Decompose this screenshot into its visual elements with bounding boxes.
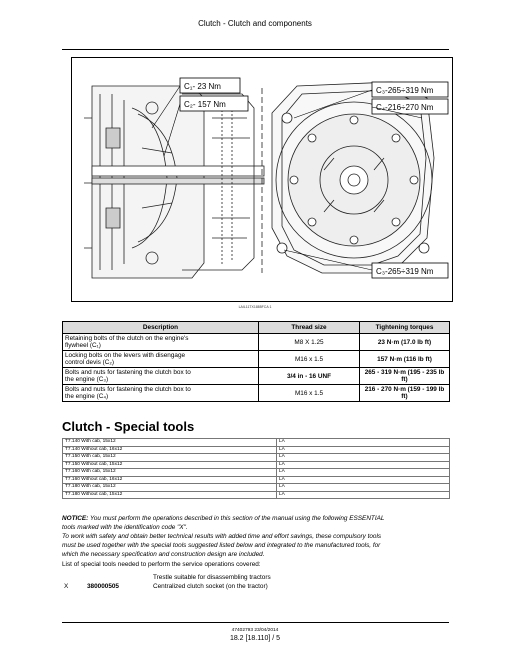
clutch-figure	[71, 57, 453, 302]
tool-essential-mark: X	[64, 583, 69, 590]
clutch-cross-section	[84, 86, 264, 278]
code-cell: LA	[277, 461, 450, 469]
model-cell: T7.180 Without cab, 15x12	[63, 491, 277, 499]
table-row	[63, 476, 450, 484]
notice-paragraph	[62, 514, 452, 559]
desc-line-1: Retaining bolts of the clutch on the engine's	[65, 335, 189, 342]
tools-list-intro: List of special tools needed to perform the service operations covered:	[62, 561, 261, 568]
tool-part-number: 380000505	[87, 583, 119, 590]
desc-line-2: the engine (C₄)	[65, 393, 109, 400]
notice-line-2: tools marked with the identification code "X".	[62, 524, 188, 531]
figure-caption: LAIL11TX1885FCA 1	[238, 305, 272, 309]
table-row	[63, 469, 450, 477]
model-applicability-table	[62, 438, 450, 499]
row-thread: M16 x 1.5	[259, 351, 360, 368]
footer-doc-id: 47402793 23/04/2014	[231, 628, 279, 633]
row-description	[63, 351, 259, 368]
svg-text:C₂- 157 Nm: C₂- 157 Nm	[184, 100, 226, 109]
table-row	[63, 484, 450, 492]
notice-label: NOTICE:	[62, 515, 89, 522]
row-torque: 216 - 270 N·m (159 - 199 lb ft)	[360, 385, 450, 402]
tool-description-2: Centralized clutch socket (on the tractor)	[153, 583, 268, 590]
table-row	[63, 454, 450, 462]
notice-line-1: You must perform the operations described in this section of the manual using the following ESSENTIAL	[88, 515, 385, 522]
row-description	[63, 334, 259, 351]
svg-text:C₁- 23 Nm: C₁- 23 Nm	[184, 82, 221, 91]
code-cell: LA	[277, 484, 450, 492]
row-torque: 23 N·m (17.0 lb ft)	[360, 334, 450, 351]
notice-line-3: To work with safety and obtain better technical results with added time and effort savings, these compulsory tools	[62, 533, 382, 540]
code-cell: LA	[277, 469, 450, 477]
col-thread-size: Thread size	[259, 322, 360, 334]
torque-table-header	[63, 322, 450, 334]
section-title: Clutch - Special tools	[62, 419, 195, 434]
row-thread: M8 X 1.25	[259, 334, 360, 351]
torque-table	[62, 321, 450, 402]
footer-rule	[62, 622, 449, 623]
table-row	[63, 491, 450, 499]
notice-line-4: must be used together with the special tools suggested listed below and integrated to the manufactured tools, for	[62, 542, 381, 549]
table-row	[63, 446, 450, 454]
notice-line-5: which the necessary specification and construction design are included.	[62, 551, 265, 558]
desc-line-2: the engine (C₃)	[65, 376, 109, 383]
svg-text:C₃-265÷319 Nm: C₃-265÷319 Nm	[376, 86, 434, 95]
desc-line-1: Bolts and nuts for fastening the clutch box to	[65, 386, 191, 393]
model-cell: T7.140 Without cab, 16x12	[63, 446, 277, 454]
model-cell: T7.150 Without cab, 15x12	[63, 461, 277, 469]
table-row	[63, 461, 450, 469]
model-cell: T7.180 With cab, 15x12	[63, 484, 277, 492]
desc-line-1: Locking bolts on the levers with disengage	[65, 352, 186, 359]
desc-line-2: flywheel (C₁)	[65, 342, 101, 349]
table-row	[63, 439, 450, 447]
row-torque: 265 - 319 N·m (195 - 235 lb ft)	[360, 368, 450, 385]
clutch-drawing	[72, 58, 452, 301]
row-torque: 157 N·m (116 lb ft)	[360, 351, 450, 368]
svg-text:C₄-216÷270 Nm: C₄-216÷270 Nm	[376, 103, 434, 112]
row-thread: 3/4 in - 16 UNF	[259, 368, 360, 385]
col-tightening-torques: Tightening torques	[360, 322, 450, 334]
code-cell: LA	[277, 446, 450, 454]
code-cell: LA	[277, 439, 450, 447]
table-row	[63, 368, 450, 385]
code-cell: LA	[277, 491, 450, 499]
desc-line-2: control devis (C₂)	[65, 359, 115, 366]
col-description: Description	[63, 322, 259, 334]
row-description	[63, 385, 259, 402]
tool-description-1: Trestle suitable for disassembling tractors	[153, 574, 271, 581]
model-cell: T7.150 With cab, 15x12	[63, 454, 277, 462]
model-cell: T7.160 With cab, 15x12	[63, 469, 277, 477]
model-cell: T7.140 With cab, 15x12	[63, 439, 277, 447]
code-cell: LA	[277, 454, 450, 462]
table-row	[63, 351, 450, 368]
table-row	[63, 334, 450, 351]
header-rule	[62, 49, 449, 50]
table-row	[63, 385, 450, 402]
row-thread: M16 x 1.5	[259, 385, 360, 402]
code-cell: LA	[277, 476, 450, 484]
svg-text:C₃-265÷319 Nm: C₃-265÷319 Nm	[376, 267, 434, 276]
row-description	[63, 368, 259, 385]
model-cell: T7.160 Without cab, 16x12	[63, 476, 277, 484]
page-header-title: Clutch - Clutch and components	[198, 19, 312, 28]
desc-line-1: Bolts and nuts for fastening the clutch box to	[65, 369, 191, 376]
footer-page-number: 18.2 [18.110] / 5	[229, 635, 281, 642]
